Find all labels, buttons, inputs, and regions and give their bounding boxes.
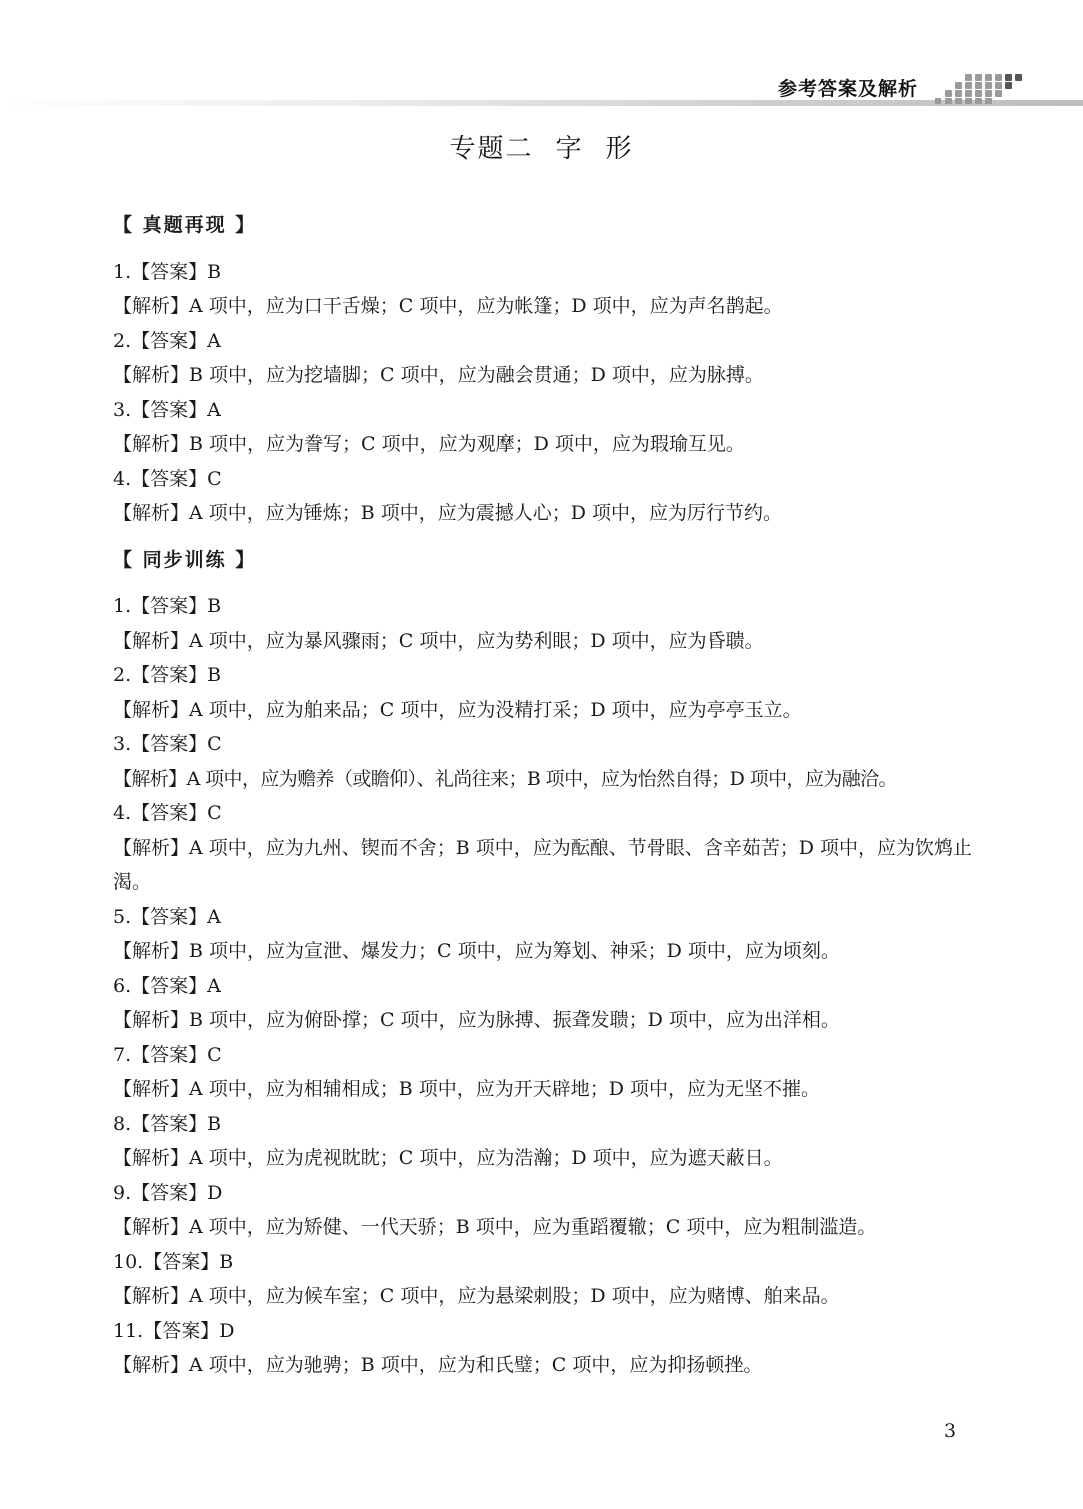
section-past-exam xyxy=(113,208,993,531)
answer-line: 9.【答案】D xyxy=(113,1181,223,1204)
section-sync-training xyxy=(113,543,993,1383)
answer-content xyxy=(113,208,993,1383)
answer-line: 1.【答案】B xyxy=(113,260,222,283)
answer-line: 3.【答案】A xyxy=(113,398,221,421)
analysis-line: 【解析】A 项中，应为赡养（或瞻仰）、礼尚往来；B 项中，应为怡然自得；D 项中，应为融洽。 xyxy=(113,767,897,790)
page-title-char1: 字 xyxy=(555,134,584,164)
analysis-line: 【解析】A 项中，应为驰骋；B 项中，应为和氏璧；C 项中，应为抑扬顿挫。 xyxy=(113,1354,763,1376)
analysis-line: 【解析】A 项中，应为舶来品；C 项中，应为没精打采；D 项中，应为亭亭玉立。 xyxy=(113,698,802,721)
analysis-line: 【解析】B 项中，应为誊写；C 项中，应为观摩；D 项中，应为瑕瑜互见。 xyxy=(113,433,745,455)
analysis-line: 【解析】A 项中，应为口干舌燥；C 项中，应为帐篷；D 项中，应为声名鹊起。 xyxy=(113,295,783,317)
header-rule xyxy=(0,100,1083,106)
analysis-line: 【解析】A 项中，应为候车室；C 项中，应为悬梁刺股；D 项中，应为赌博、舶来品。 xyxy=(113,1285,840,1307)
section-heading: 【 同步训练 】 xyxy=(113,548,257,571)
answer-line: 2.【答案】B xyxy=(113,664,222,686)
page-number: 3 xyxy=(944,1420,957,1442)
answer-line: 8.【答案】B xyxy=(113,1112,222,1135)
analysis-line: 【解析】B 项中，应为宣泄、爆发力；C 项中，应为筹划、神采；D 项中，应为顷刻。 xyxy=(113,940,840,962)
answer-line: 11.【答案】D xyxy=(113,1319,235,1342)
page-title-char2: 形 xyxy=(605,134,634,164)
answer-line: 3.【答案】C xyxy=(113,733,222,755)
answer-line: 10.【答案】B xyxy=(113,1250,234,1273)
answer-line: 7.【答案】C xyxy=(113,1043,222,1066)
analysis-line: 【解析】A 项中，应为九州、锲而不舍；B 项中，应为酝酿、节骨眼、含辛茹苦；D 项中，应为饮鸩止渴。 xyxy=(113,836,973,893)
header-dot-pattern-icon xyxy=(935,68,1035,106)
analysis-line: 【解析】A 项中，应为相辅相成；B 项中，应为开天辟地；D 项中，应为无坚不摧。 xyxy=(113,1078,821,1100)
analysis-line: 【解析】A 项中，应为矫健、一代天骄；B 项中，应为重蹈覆辙；C 项中，应为粗制滥造。 xyxy=(113,1216,877,1238)
page-title-main: 专题二 xyxy=(449,134,534,164)
answer-line: 4.【答案】C xyxy=(113,467,222,490)
running-header-title: 参考答案及解析 xyxy=(777,78,918,100)
answer-line: 1.【答案】B xyxy=(113,595,222,617)
analysis-line: 【解析】B 项中，应为挖墙脚；C 项中，应为融会贯通；D 项中，应为脉搏。 xyxy=(113,364,764,386)
analysis-line: 【解析】A 项中，应为虎视眈眈；C 项中，应为浩瀚；D 项中，应为遮天蔽日。 xyxy=(113,1147,783,1169)
answer-line: 5.【答案】A xyxy=(113,905,221,928)
answer-line: 4.【答案】C xyxy=(113,802,222,824)
answer-line: 2.【答案】A xyxy=(113,329,221,352)
section-heading: 【 真题再现 】 xyxy=(113,214,257,236)
analysis-line: 【解析】A 项中，应为暴风骤雨；C 项中，应为势利眼；D 项中，应为昏聩。 xyxy=(113,629,764,652)
analysis-line: 【解析】A 项中，应为锤炼；B 项中，应为震撼人心；D 项中，应为厉行节约。 xyxy=(113,502,783,524)
analysis-line: 【解析】B 项中，应为俯卧撑；C 项中，应为脉搏、振聋发聩；D 项中，应为出洋相。 xyxy=(113,1009,840,1031)
page-title xyxy=(0,128,1083,165)
answer-line: 6.【答案】A xyxy=(113,974,221,997)
